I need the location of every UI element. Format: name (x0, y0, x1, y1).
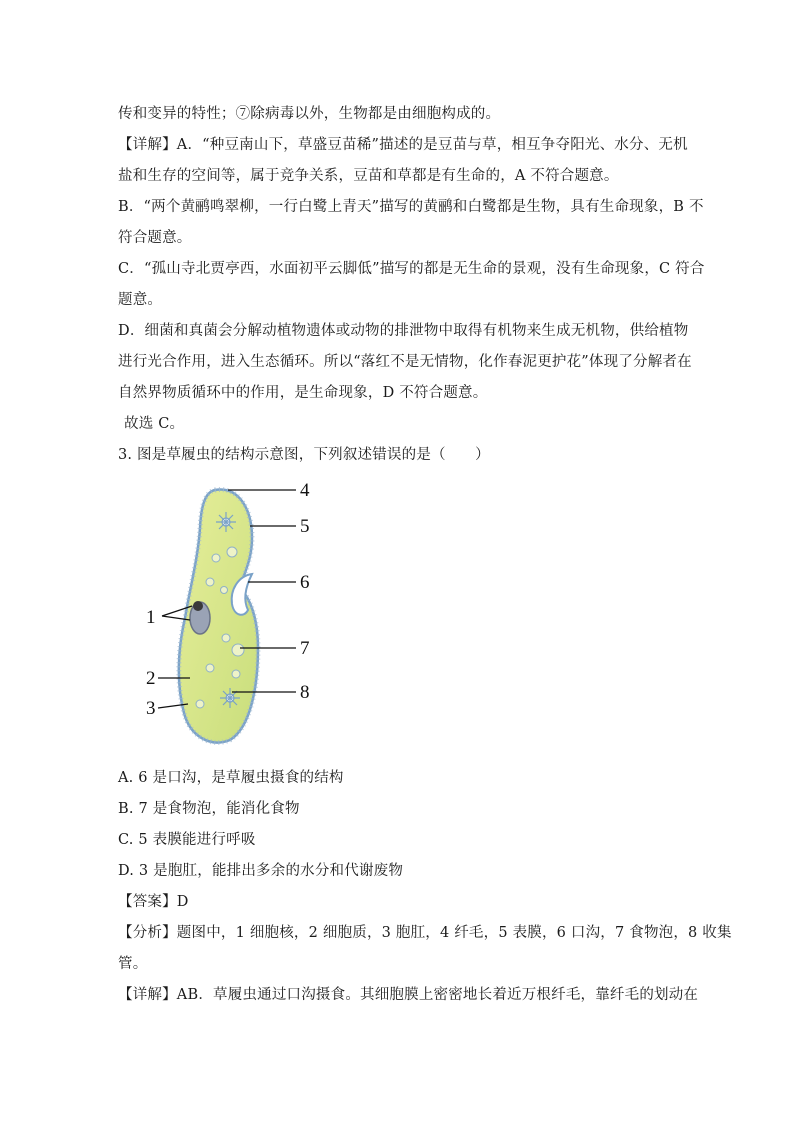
micronucleus (193, 601, 203, 611)
detail-line: 【详解】AB．草履虫通过口沟摄食。其细胞膜上密密地长着近万根纤毛，靠纤毛的划动在 (118, 987, 699, 1003)
option-b: B. 7 是食物泡，能消化食物 (118, 801, 300, 817)
text-line: C．“孤山寺北贾亭西，水面初平云脚低”描写的都是无生命的景观，没有生命现象，C 符合 (118, 261, 705, 277)
label-5: 5 (300, 516, 310, 537)
label-1: 1 (146, 607, 156, 628)
label-4: 4 (300, 480, 310, 501)
text-line: 传和变异的特性；⑦除病毒以外，生物都是由细胞构成的。 (118, 106, 501, 122)
contractile-vacuole-bottom (220, 688, 240, 708)
text-line: 自然界物质循环中的作用，是生命现象，D 不符合题意。 (118, 385, 488, 401)
analysis-line: 管。 (118, 956, 148, 972)
text-line: B．“两个黄鹂鸣翠柳，一行白鹭上青天”描写的黄鹂和白鹭都是生物，具有生命现象，B 不 (118, 199, 704, 215)
question-stem: 3. 图是草履虫的结构示意图，下列叙述错误的是（ ） (118, 447, 490, 463)
label-8: 8 (300, 682, 310, 703)
paramecium-diagram (140, 478, 350, 748)
text-line: 故选 C。 (124, 416, 185, 432)
text-line: 符合题意。 (118, 230, 192, 246)
answer-line: 【答案】D (118, 894, 189, 910)
label-2: 2 (146, 668, 156, 689)
option-c: C. 5 表膜能进行呼吸 (118, 832, 256, 848)
contractile-vacuole-top (216, 512, 236, 532)
text-line: 题意。 (118, 292, 163, 308)
text-line: 进行光合作用，进入生态循环。所以“落红不是无情物，化作春泥更护花”体现了分解者在 (118, 354, 692, 370)
option-d: D. 3 是胞肛，能排出多余的水分和代谢废物 (118, 863, 404, 879)
label-6: 6 (300, 572, 310, 593)
analysis-line: 【分析】题图中，1 细胞核，2 细胞质，3 胞肛，4 纤毛，5 表膜，6 口沟，7 食物泡，8 收集 (118, 925, 732, 941)
text-line: 盐和生存的空间等，属于竞争关系，豆苗和草都是有生命的，A 不符合题意。 (118, 168, 619, 184)
label-7: 7 (300, 638, 310, 659)
text-line: D．细菌和真菌会分解动植物遗体或动物的排泄物中取得有机物来生成无机物，供给植物 (118, 323, 689, 339)
option-a: A. 6 是口沟，是草履虫摄食的结构 (118, 770, 344, 786)
text-line: 【详解】A．“种豆南山下，草盛豆苗稀”描述的是豆苗与草，相互争夺阳光、水分、无机 (118, 137, 688, 153)
label-3: 3 (146, 698, 156, 719)
paramecium-figure (140, 478, 350, 748)
